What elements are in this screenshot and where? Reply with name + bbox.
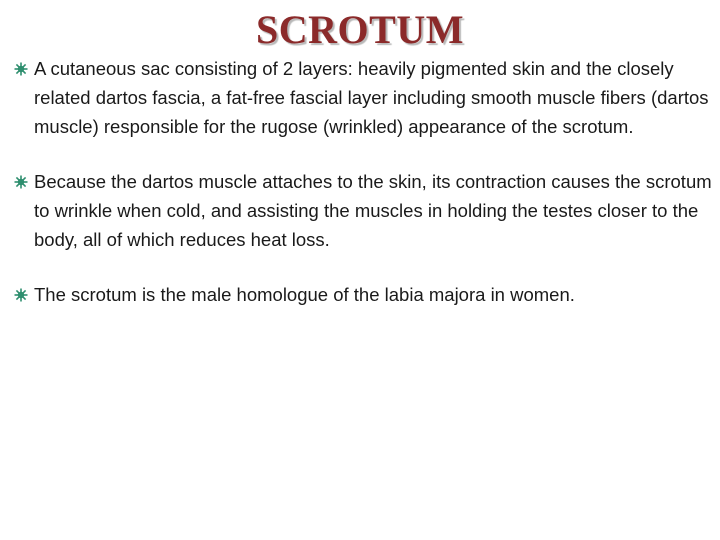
slide-title: SCROTUM (256, 7, 464, 52)
bullet-text: The scrotum is the male homologue of the labia majora in women. (34, 284, 575, 305)
starburst-bullet-icon (14, 175, 28, 189)
bullet-item (14, 54, 714, 141)
starburst-bullet-icon (14, 288, 28, 302)
starburst-bullet-icon (14, 62, 28, 76)
bullet-list (14, 54, 714, 309)
bullet-item (14, 167, 714, 254)
bullet-item (14, 280, 714, 309)
bullet-text: A cutaneous sac consisting of 2 layers: heavily pigmented skin and the closely related dartos fascia, a fat-free fascial layer including smooth muscle fibers (dartos muscle) responsible for the rugose (wrinkled) appearance of the scrotum. (34, 58, 709, 137)
bullet-text: Because the dartos muscle attaches to the skin, its contraction causes the scrotum to wrinkle when cold, and assisting the muscles in holding the testes closer to the body, all of which reduces heat loss. (34, 171, 712, 250)
